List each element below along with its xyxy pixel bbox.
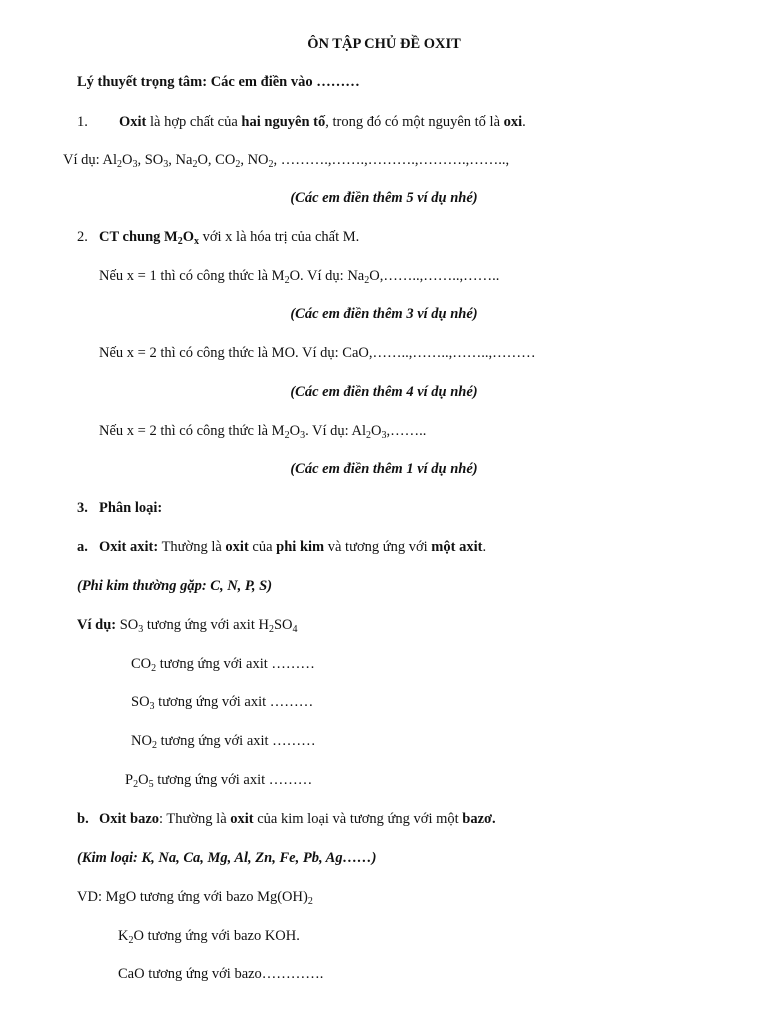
item-1: 1. Oxit là hợp chất của hai nguyên tố, trong đó có một nguyên tố là oxi. <box>77 114 526 130</box>
case-x-1: Nếu x = 1 thì có công thức là $M_2O$. Ví dụ: $Na_2O,\dots\dots..,\dots\dots..,\dots\dots$.. <box>99 268 500 286</box>
intro-heading: Lý thuyết trọng tâm: Các em điền vào ……… <box>77 74 360 90</box>
example-line-1: Ví dụ: $Al_2O_3$, $SO_3$, $Na_2O$, $CO_2$, $NO_2$, ……….,…….,……….,……….,…….., <box>63 152 510 170</box>
phi-kim-note: (Phi kim thường gặp: C, N, P, S) <box>77 578 273 594</box>
case-x-2: Nếu x = 2 thì có công thức là MO. Ví dụ: CaO,……..,……..,……..,……… <box>99 345 536 361</box>
document-title: ÔN TẬP CHỦ ĐỀ OXIT <box>307 36 461 52</box>
base-row-k2o: $K_2O$ tương ứng với bazo KOH. <box>118 928 300 946</box>
section-b-oxit-bazo: b. Oxit bazo: Thường là oxit của kim loại và tương ứng với một bazơ. <box>77 811 496 827</box>
example-base: VD: MgO tương ứng với bazo $Mg(OH)_2$ <box>77 889 313 907</box>
item-2: 2. CT chung $M_2O_x$ với x là hóa trị của chất M. <box>77 229 360 247</box>
item-3: 3. Phân loại: <box>77 500 163 516</box>
note-add-1: (Các em điền thêm 1 ví dụ nhé) <box>290 461 478 477</box>
example-acid: Ví dụ: $SO_3$ tương ứng với axit $H_2SO_4$ <box>77 617 298 635</box>
item-1-number: 1. <box>77 114 88 130</box>
note-add-4: (Các em điền thêm 4 ví dụ nhé) <box>290 384 478 400</box>
acid-row: $NO_2$ tương ứng với axit ……… <box>131 733 316 751</box>
item-3-number: 3. <box>77 500 88 516</box>
acid-row: $SO_3$ tương ứng với axit ……… <box>131 694 314 712</box>
case-x-3: Nếu x = 2 thì có công thức là $M_2O_3$. Ví dụ: $Al_2O_3,\dots\dots$.. <box>99 423 427 441</box>
section-a-oxit-axit: a. Oxit axit: Thường là oxit của phi kim và tương ứng với một axit. <box>77 539 487 555</box>
note-add-3: (Các em điền thêm 3 ví dụ nhé) <box>290 306 478 322</box>
kim-loai-note: (Kim loại: K, Na, Ca, Mg, Al, Zn, Fe, Pb, Ag……) <box>77 850 377 866</box>
note-add-5: (Các em điền thêm 5 ví dụ nhé) <box>290 190 478 206</box>
acid-row-p2o5: $P_2O_5$ tương ứng với axit ……… <box>125 772 313 790</box>
base-row-cao: CaO tương ứng với bazo…………. <box>118 966 324 982</box>
acid-row: $CO_2$ tương ứng với axit ……… <box>131 656 315 674</box>
item-2-number: 2. <box>77 229 88 245</box>
